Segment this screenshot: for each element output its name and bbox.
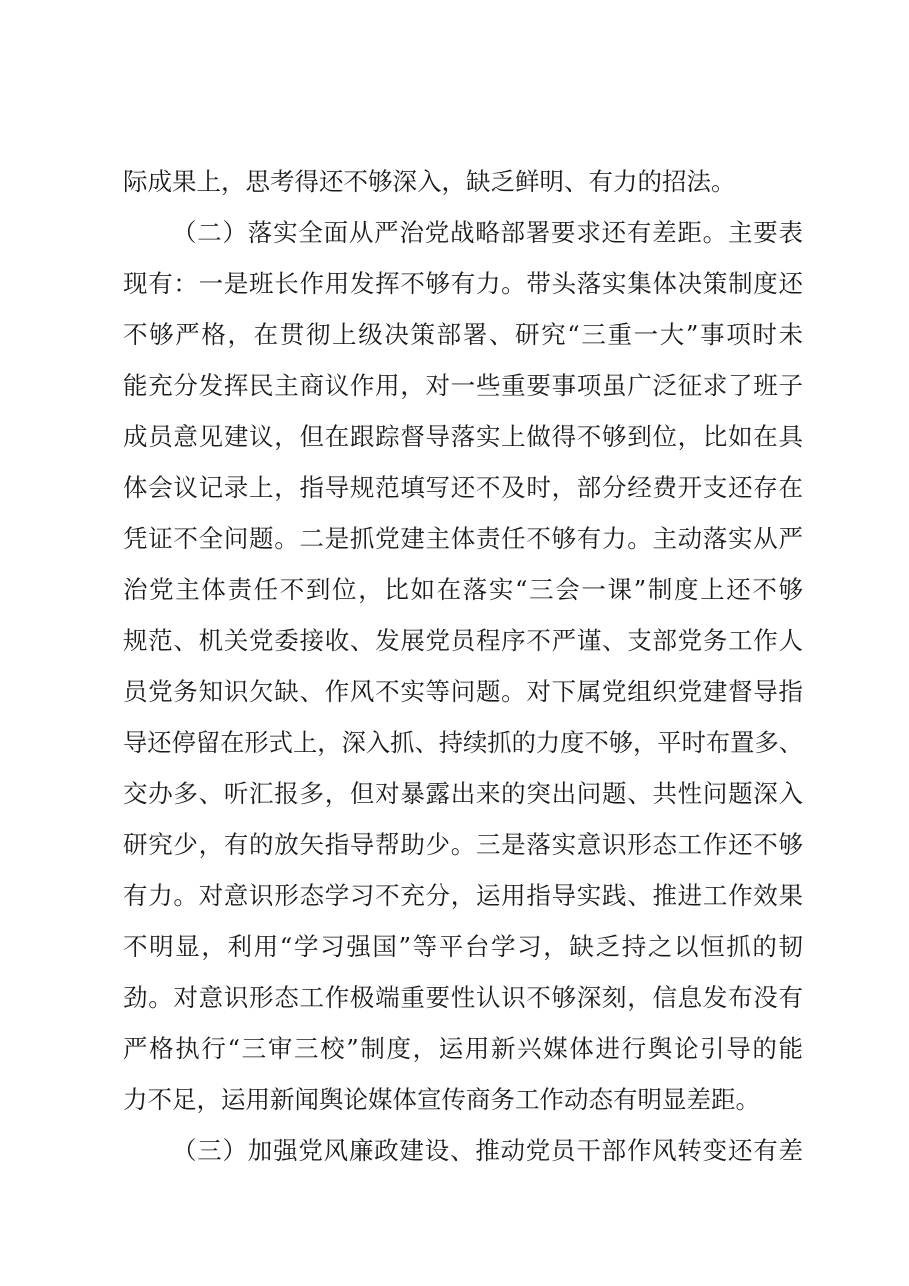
text-line: 不明显，利用“学习强国”等平台学习，缺乏持之以恒抓的韧 [123,932,803,961]
text-line: 规范、机关党委接收、发展党员程序不严谨、支部党务工作人 [123,626,803,655]
text-line: 交办多、听汇报多，但对暴露出来的突出问题、共性问题深入 [123,779,803,808]
text-line: 能充分发挥民主商议作用，对一些重要事项虽广泛征求了班子 [123,371,803,400]
text-line: 有力。对意识形态学习不充分，运用指导实践、推进工作效果 [123,881,803,910]
text-line: 导还停留在形式上，深入抓、持续抓的力度不够，平时布置多、 [123,728,803,757]
text-line: 凭证不全问题。二是抓党建主体责任不够有力。主动落实从严 [123,524,803,553]
text-line: 成员意见建议，但在跟踪督导落实上做得不够到位，比如在具 [123,422,803,451]
section-heading-line: （三）加强党风廉政建设、推动党员干部作风转变还有差 [172,1136,803,1165]
text-line: 治党主体责任不到位，比如在落实“三会一课”制度上还不够 [123,575,803,604]
text-line: 劲。对意识形态工作极端重要性认识不够深刻，信息发布没有 [123,983,803,1012]
text-line: 员党务知识欠缺、作风不实等问题。对下属党组织党建督导指 [123,677,803,706]
section-heading-line: （二）落实全面从严治党战略部署要求还有差距。主要表 [172,218,803,247]
text-line: 际成果上，思考得还不够深入，缺乏鲜明、有力的招法。 [123,167,736,196]
text-line: 严格执行“三审三校”制度，运用新兴媒体进行舆论引导的能 [123,1034,803,1063]
text-line: 研究少，有的放矢指导帮助少。三是落实意识形态工作还不够 [123,830,803,859]
text-line: 体会议记录上，指导规范填写还不及时，部分经费开支还存在 [123,473,803,502]
text-line: 力不足，运用新闻舆论媒体宣传商务工作动态有明显差距。 [123,1085,760,1114]
text-line: 不够严格，在贯彻上级决策部署、研究“三重一大”事项时未 [123,320,803,349]
text-line: 现有：一是班长作用发挥不够有力。带头落实集体决策制度还 [123,269,803,298]
